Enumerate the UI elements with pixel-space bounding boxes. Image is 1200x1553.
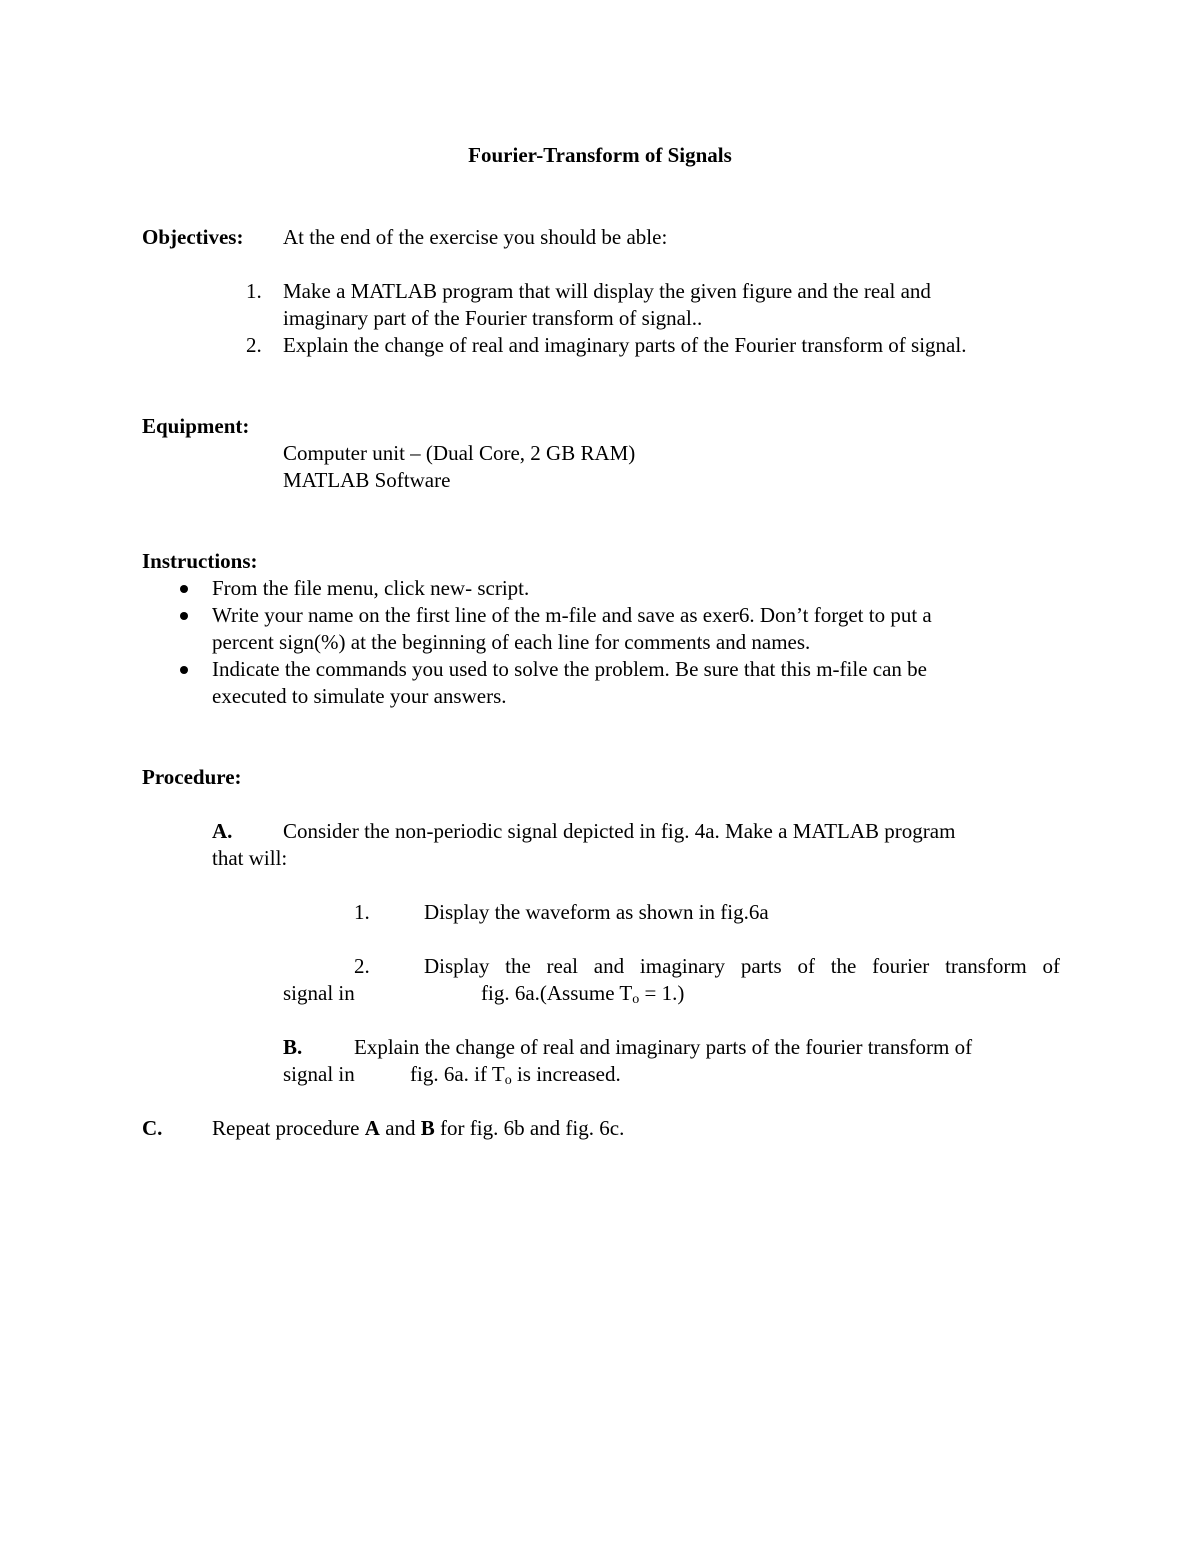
objective-number: 2.	[246, 333, 262, 357]
instruction-text-line: executed to simulate your answers.	[212, 684, 507, 708]
procedure-a-step-text: fig. 6a.(Assume $T_o = 1$.)	[481, 981, 685, 1007]
procedure-a-text-line: Consider the non-periodic signal depicted in fig. 4a. Make a MATLAB program	[283, 819, 956, 843]
procedure-a-text-line: that will:	[212, 846, 288, 870]
equipment-item: Computer unit – (Dual Core, 2 GB RAM)	[283, 441, 636, 465]
equipment-label: Equipment:	[142, 414, 250, 438]
objective-text-line: imaginary part of the Fourier transform of signal..	[283, 306, 703, 330]
procedure-b-text-line: signal in	[283, 1062, 355, 1086]
instruction-text-line: Indicate the commands you used to solve the problem. Be sure that this m-file can be	[212, 657, 927, 681]
instruction-text-line: Write your name on the first line of the m-file and save as exer6. Don’t forget to put a	[212, 603, 932, 627]
procedure-a-letter: A.	[212, 819, 233, 843]
objective-number: 1.	[246, 279, 262, 303]
procedure-a-step-text: Display the real and imaginary parts of the fourier transform of	[424, 954, 1060, 978]
procedure-b-text-line: fig. 6a. if $T_o$ is increased.	[410, 1062, 621, 1088]
objectives-label: Objectives:	[142, 225, 244, 249]
procedure-c-letter: C.	[142, 1116, 163, 1140]
procedure-a-step-number: 1.	[354, 900, 370, 924]
instruction-text-line: percent sign(%) at the beginning of each line for comments and names.	[212, 630, 811, 654]
bullet-icon	[180, 666, 188, 674]
instruction-text-line: From the file menu, click new- script.	[212, 576, 530, 600]
procedure-a-step-text: Display the waveform as shown in fig.6a	[424, 900, 769, 924]
equipment-item: MATLAB Software	[283, 468, 451, 492]
bullet-icon	[180, 612, 188, 620]
objectives-intro: At the end of the exercise you should be able:	[283, 225, 668, 249]
procedure-a-step-number: 2.	[354, 954, 370, 978]
instructions-label: Instructions:	[142, 549, 258, 573]
page-title: Fourier-Transform of Signals	[468, 143, 732, 167]
procedure-b-text-line: Explain the change of real and imaginary parts of the fourier transform of	[354, 1035, 973, 1059]
objective-text-line: Explain the change of real and imaginary parts of the Fourier transform of signal.	[283, 333, 967, 357]
procedure-label: Procedure:	[142, 765, 242, 789]
bullet-icon	[180, 585, 188, 593]
procedure-c-text: Repeat procedure A and B for fig. 6b and fig. 6c.	[212, 1116, 625, 1140]
procedure-a-step-text: signal in	[283, 981, 355, 1005]
objective-text-line: Make a MATLAB program that will display the given figure and the real and	[283, 279, 931, 303]
procedure-b-letter: B.	[283, 1035, 303, 1059]
